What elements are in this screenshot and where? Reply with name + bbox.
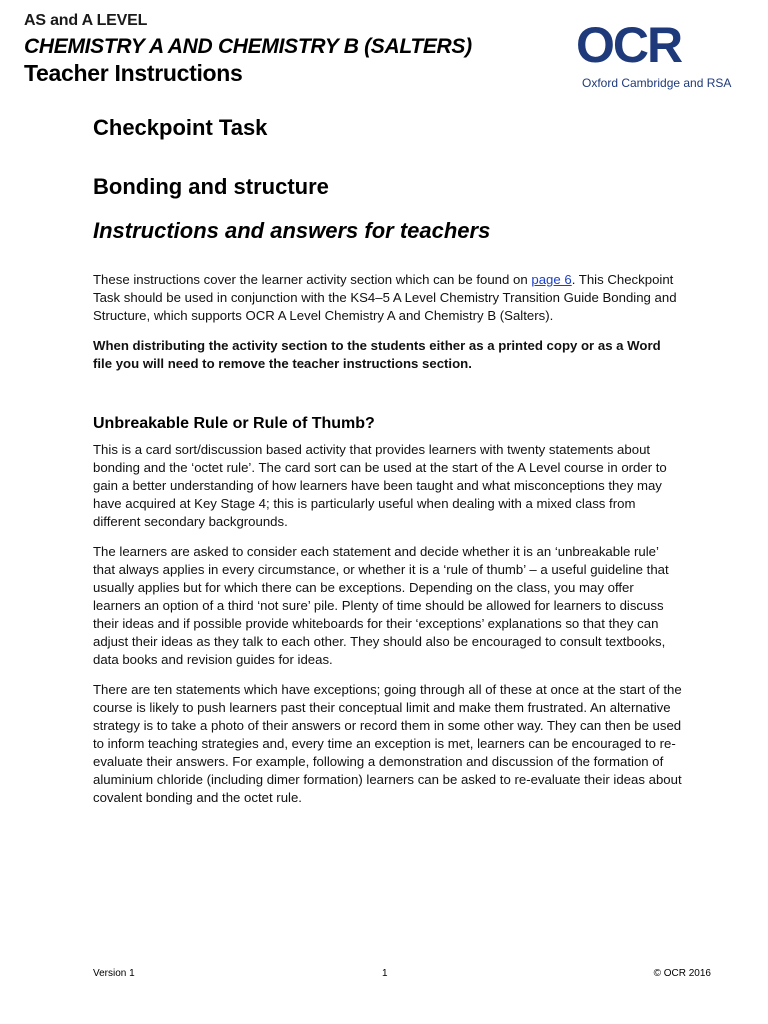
distribution-note: When distributing the activity section to the students either as a printed copy or as a Word file you will need to remove the teacher instructions section. xyxy=(93,338,661,371)
document-header xyxy=(24,10,744,90)
ocr-logo-tagline: Oxford Cambridge and RSA xyxy=(582,76,732,90)
ocr-logo xyxy=(576,17,746,92)
activity-paragraph-3: There are ten statements which have exceptions; going through all of these at once at the start of the course is likely to push learners past their conceptual limit and make them frustrated. An alternative strategy is to take a photo of their answers or record them in some other way. They can then be used to inform teaching strategies and, every time an exception is met, learners can be encouraged to re-evaluate their answers. For example, following a demonstration and discussion of the formation of aluminium chloride (including dimer formation) learners can be asked to re-evaluate their ideas about covalent bonding and the octet rule. xyxy=(93,682,682,805)
subject-title: CHEMISTRY A AND CHEMISTRY B (SALTERS) xyxy=(24,35,472,58)
document-subtitle: Instructions and answers for teachers xyxy=(93,218,491,243)
topic-title: Bonding and structure xyxy=(93,174,329,199)
qualification-level: AS and A LEVEL xyxy=(24,12,148,29)
section-heading: Unbreakable Rule or Rule of Thumb? xyxy=(93,415,375,432)
ocr-logo-mark: OCR xyxy=(576,17,682,73)
page-footer xyxy=(93,968,711,982)
page-6-link[interactable]: page 6 xyxy=(531,272,572,287)
document-type: Teacher Instructions xyxy=(24,60,243,86)
page-number: 1 xyxy=(382,968,388,979)
intro-text-start: These instructions cover the learner activity section which can be found on xyxy=(93,272,532,287)
task-title: Checkpoint Task xyxy=(93,115,268,140)
intro-text-end: . This Checkpoint Task should be used in conjunction with the KS4–5 A Level Chemistry Transition Guide Bonding and Structure, which supports OCR A Level Chemistry A and Chemistry B (Salters). xyxy=(93,272,677,323)
version-label: Version 1 xyxy=(93,968,135,979)
document-body xyxy=(93,114,683,807)
activity-paragraph-2: The learners are asked to consider each statement and decide whether it is an ‘unbreakable rule’ that always applies in every circumstance, or whether it is a ‘rule of thumb’ – a useful guideline that usually applies but for which there can be exceptions. Depending on the class, you may offer learners an option of a third ‘not sure’ pile. Plenty of time should be allowed for learners to discuss their ideas and if possible provide whiteboards for their ‘exceptions’ explanations so that they can adjust their ideas as they talk to each other. They should also be encouraged to consult textbooks, data books and revision guides for ideas. xyxy=(93,544,669,667)
copyright-label: © OCR 2016 xyxy=(653,968,711,979)
intro-paragraph xyxy=(93,271,683,325)
activity-paragraph-1: This is a card sort/discussion based activity that provides learners with twenty statements about bonding and the ‘octet rule’. The card sort can be used at the start of the A Level course in order to gain a better understanding of how learners have been taught and what misconceptions they may have acquired at Key Stage 4; this is particularly useful when dealing with a mixed class from different secondary backgrounds. xyxy=(93,442,667,529)
